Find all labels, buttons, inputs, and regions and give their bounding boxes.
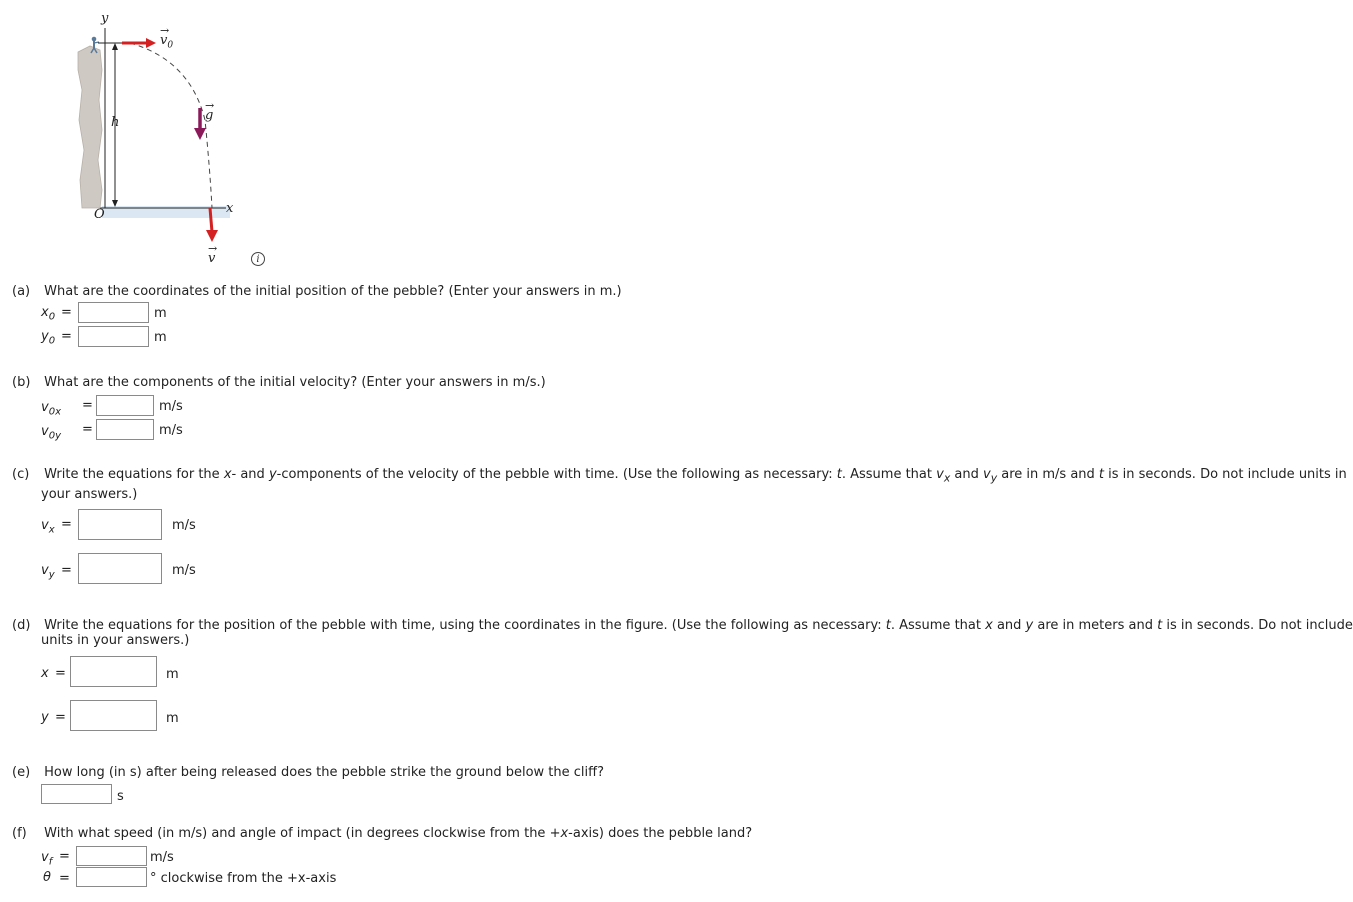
part-e-text: How long (in s) after being released does the pebble strike the ground below the cliff? — [44, 765, 604, 780]
part-e-tag: (e) — [12, 765, 31, 780]
part-a-x0-eq: = — [61, 305, 72, 320]
height-arrow-bottom — [112, 200, 118, 207]
part-d-x-unit: m — [166, 667, 179, 682]
part-b-v0y-var: $v_{0y}$ — [41, 424, 61, 442]
part-b-text: What are the components of the initial velocity? (Enter your answers in m/s.) — [44, 375, 546, 390]
final-speed-input[interactable] — [76, 846, 147, 866]
figure-label-v0-letter: v — [160, 33, 168, 48]
cliff — [78, 46, 102, 208]
part-f-tag: (f) — [12, 826, 27, 841]
figure-label-origin: O — [94, 207, 105, 222]
v0y-input[interactable] — [96, 419, 154, 440]
part-f-theta-var: θ — [43, 870, 51, 885]
part-b-v0x-eq: = — [82, 398, 93, 413]
impact-angle-input[interactable] — [76, 867, 147, 887]
part-f-theta-unit: ° clockwise from the +x-axis — [150, 871, 337, 886]
y-position-input[interactable] — [70, 700, 157, 731]
part-f-vf-unit: m/s — [150, 850, 174, 865]
part-b-v0x-var: $v_{0x}$ — [41, 400, 61, 418]
part-c-vy-unit: m/s — [172, 563, 196, 578]
vy-input[interactable] — [78, 553, 162, 584]
final-velocity-arrowhead — [206, 230, 218, 242]
figure-label-x: x — [226, 201, 234, 216]
part-c-vy-var: $v_y$ — [41, 563, 55, 581]
part-d-x-eq: = — [55, 666, 66, 681]
part-a-y0-eq: = — [61, 329, 72, 344]
figure-label-g-letter: g — [205, 108, 214, 123]
x-position-input[interactable] — [70, 656, 157, 687]
time-input[interactable] — [41, 784, 112, 804]
figure-label-v: → v — [208, 242, 218, 266]
figure-label-h: h — [111, 115, 120, 130]
part-d-question-line1: (d) Write the equations for the position of the pebble with time, using the coordinates in the figure. (Use the following as necessary: t. Assume that x and y are in meters and t is in seconds. Do not include — [12, 618, 1353, 633]
initial-velocity-arrowhead — [146, 38, 156, 48]
part-c-question-line2: your answers.) — [41, 487, 138, 502]
part-e-question — [12, 765, 604, 780]
gravity-arrowhead — [194, 128, 206, 140]
figure-label-v0-sub: 0 — [167, 40, 174, 51]
part-d-y-unit: m — [166, 711, 179, 726]
figure-label-y: y — [101, 11, 109, 26]
part-d-y-var: y — [41, 710, 49, 725]
part-c-vx-eq: = — [61, 517, 72, 532]
y0-input[interactable] — [78, 326, 149, 347]
part-d-y-eq: = — [55, 710, 66, 725]
figure-label-g: → g — [205, 99, 215, 123]
figure-label-v-letter: v — [208, 251, 216, 266]
part-f-vf-var: $v_f$ — [41, 850, 53, 868]
part-b-tag: (b) — [12, 375, 31, 390]
projectile-figure — [60, 0, 300, 275]
part-c-question-line1: (c) Write the equations for the x- and y-components of the velocity of the pebble with time. (Use the following as necessary: t. Assume that $v_x$ and $v_y$ are in m/s and t is in seconds. Do not include units in — [12, 467, 1347, 485]
part-c-tag: (c) — [12, 467, 30, 482]
part-d-tag: (d) — [12, 618, 31, 633]
part-a-x0-var: $x_0$ — [41, 305, 56, 323]
part-a-tag: (a) — [12, 284, 31, 299]
part-c-vx-var: $v_x$ — [41, 518, 55, 536]
part-a-y0-var: $y_0$ — [41, 329, 56, 347]
part-b-v0y-unit: m/s — [159, 423, 183, 438]
final-velocity-arrow — [210, 208, 212, 232]
part-b-question — [12, 375, 546, 390]
figure-label-v0: → $v_0$ — [160, 24, 174, 51]
vx-input[interactable] — [78, 509, 162, 540]
part-f-question: (f) With what speed (in m/s) and angle of impact (in degrees clockwise from the +x-axis) does the pebble land? — [12, 826, 753, 841]
height-arrow-top — [112, 43, 118, 50]
part-d-question-line2: units in your answers.) — [41, 633, 190, 648]
x0-input[interactable] — [78, 302, 149, 323]
info-icon[interactable]: i — [251, 252, 265, 266]
part-a-x0-unit: m — [154, 306, 167, 321]
part-d-x-var: x — [41, 666, 49, 681]
part-a-question — [12, 284, 622, 299]
part-c-vx-unit: m/s — [172, 518, 196, 533]
part-a-y0-unit: m — [154, 330, 167, 345]
part-a-text: What are the coordinates of the initial position of the pebble? (Enter your answers in m.) — [44, 284, 622, 299]
part-c-vy-eq: = — [61, 563, 72, 578]
part-f-theta-eq: = — [59, 871, 70, 886]
part-e-unit: s — [117, 789, 124, 804]
v0x-input[interactable] — [96, 395, 154, 416]
part-b-v0y-eq: = — [82, 422, 93, 437]
part-b-v0x-unit: m/s — [159, 399, 183, 414]
part-f-vf-eq: = — [59, 849, 70, 864]
